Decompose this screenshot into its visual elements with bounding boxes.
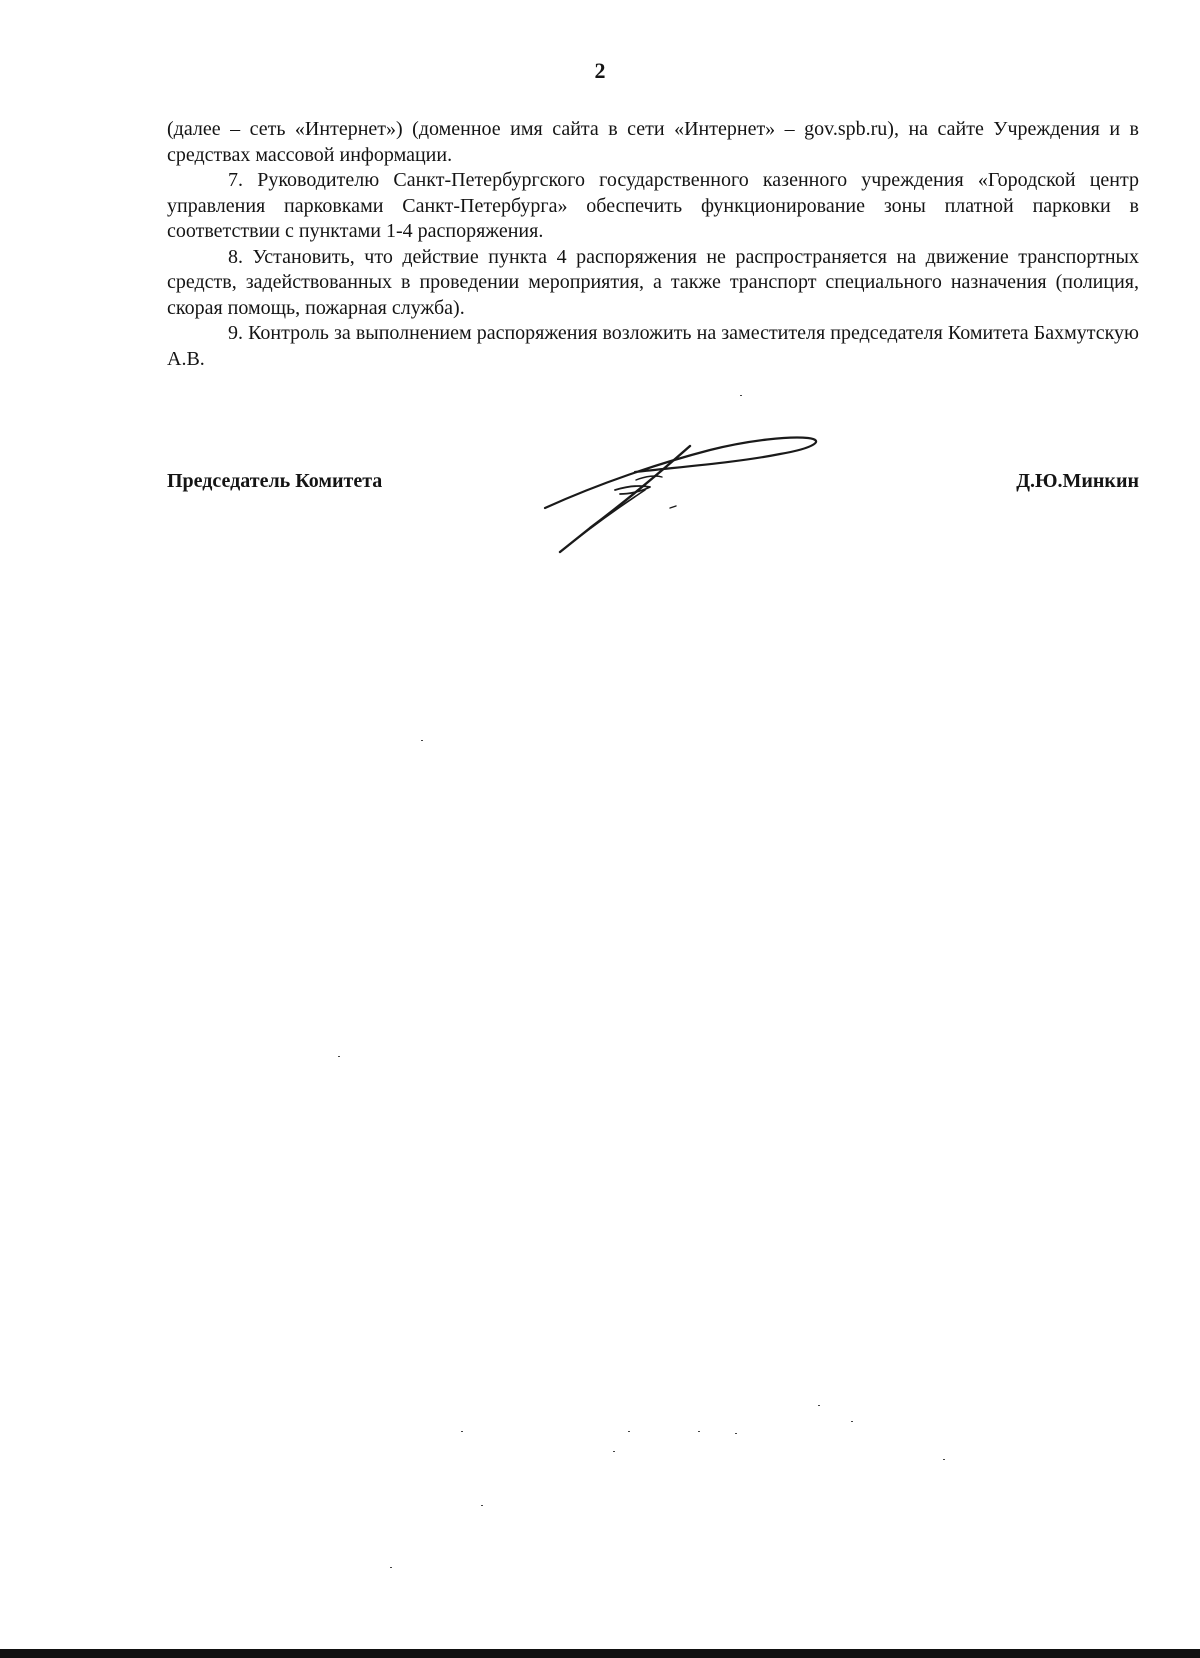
signatory-name: Д.Ю.Минкин <box>1016 470 1139 492</box>
document-body <box>167 117 1139 372</box>
scan-artifact <box>628 1431 630 1432</box>
scan-artifact <box>735 1433 737 1434</box>
paragraph-item-9: 9. Контроль за выполнением распоряжения возложить на заместителя председателя Комитета Бахмутскую А.В. <box>167 322 1139 370</box>
handwritten-signature <box>540 428 840 556</box>
scan-artifact <box>390 1567 392 1568</box>
scan-artifact <box>461 1431 463 1432</box>
signatory-title: Председатель Комитета <box>167 470 383 492</box>
scan-artifact <box>740 395 742 396</box>
scan-artifact <box>613 1451 615 1452</box>
scan-artifact <box>338 1056 340 1057</box>
scan-artifact <box>943 1459 945 1460</box>
page-number: 2 <box>594 58 606 83</box>
paragraph-continuation: (далее – сеть «Интернет») (доменное имя сайта в сети «Интернет» – gov.spb.ru), на сайте Учреждения и в средствах массовой информации. <box>167 118 1139 166</box>
scan-artifact <box>851 1421 853 1422</box>
scan-edge-bar <box>0 1649 1200 1658</box>
paragraph-item-8: 8. Установить, что действие пункта 4 распоряжения не распространяется на движение транспортных средств, задействованных в проведении мероприятия, а также транспорт специального назначения (полиция, скорая помощь, пожарная служба). <box>167 245 1139 319</box>
scan-artifact <box>698 1431 700 1432</box>
scan-artifact <box>481 1505 483 1506</box>
scan-artifact <box>818 1405 820 1406</box>
scan-artifact <box>421 740 423 741</box>
paragraph-item-7: 7. Руководителю Санкт-Петербургского государственного казенного учреждения «Городской центр управления парковками Санкт-Петербурга» обеспечить функционирование зоны платной парковки в соответствии с пунктами 1-4 распоряжения. <box>167 169 1139 242</box>
